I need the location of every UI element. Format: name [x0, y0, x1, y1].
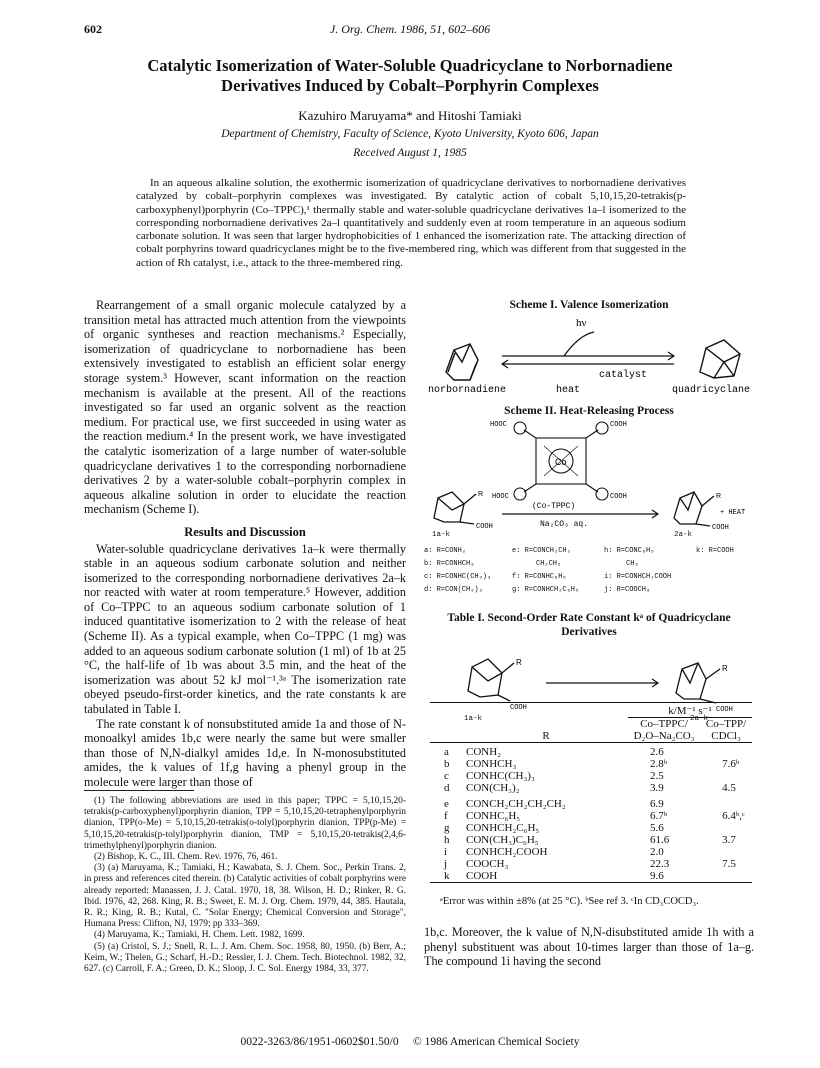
scheme-2-diagram [424, 418, 754, 530]
row-value-co-tppc: 9.6 [628, 870, 700, 883]
hv-label: hν [576, 317, 587, 329]
row-id: k [430, 870, 464, 883]
row-value-co-tppc: 2.6 [650, 746, 664, 758]
row-value-co-tppc: 22.3 [650, 858, 670, 870]
row-value-co-tppc: 2.5 [650, 770, 664, 782]
row-substituent: CONHCH₂C₆H₅ [466, 822, 540, 834]
article-code: 0022-3263/86/1951-0602$01.50/0 [240, 1036, 399, 1048]
footnotes [84, 796, 406, 975]
journal-citation: J. Org. Chem. 1986, 51, 602–606 [329, 22, 491, 36]
substituent-a: a: R=CONH₂ [424, 547, 467, 555]
substituent-h-methyl: CH₃ [626, 560, 639, 568]
row-value-co-tpp [700, 794, 752, 810]
row-value-co-tppc: 6.7ᵇ [650, 810, 668, 822]
intro-paragraph: Rearrangement of a small organic molecule catalyzed by a transition metal has attracted much attention from the viewpoints of organic syntheses and reaction mechanisms.² Especially, isomerization of quadricyclane to norbornadiene has been extensively investigated to establish an efficient solar energy storage system.³ However, scant information on the reaction mechanism is available at the present. All of the reactions investigated so far used an organic solvent as the reaction medium. For practical use, we first succeeded in using water as the reaction medium.⁴ In the present work, we have investigated the catalytic isomerization of a large number of water-soluble quadricyclane derivatives 1 to the corresponding norbornadiene derivatives 2 by a water-soluble cobalt–porphyrin complex in aqueous alkaline solution in order to elucidate the reaction mechanism (Scheme I). [84, 298, 406, 517]
row-substituent: CON(CH₃)₂ [466, 782, 520, 794]
substituent-b: b: R=CONHCH₃ [424, 560, 475, 568]
row-id: a [444, 746, 449, 758]
reactant-r-label: R [478, 491, 484, 498]
row-id: i [444, 846, 448, 858]
row-value-co-tpp [700, 822, 752, 834]
row-substituent: CONHC₆H₅ [466, 810, 521, 822]
row-value-co-tppc: 2.0 [650, 846, 664, 858]
substituent-h: h: R=CONC₆H₅ [604, 547, 655, 555]
page-number: 602 [84, 22, 102, 36]
substituent-f: f: R=CONHC₆H₅ [512, 573, 567, 581]
substituent-c: c: R=CONHC(CH₃)₃ [424, 573, 492, 581]
metal-label: Co [555, 457, 567, 467]
table-row [430, 858, 752, 870]
page-footer [0, 1036, 820, 1048]
table-row [430, 846, 752, 858]
col2-header-line1: Co–TPP/ [705, 718, 747, 730]
heat-label: heat [556, 385, 581, 396]
scheme-1-caption: Scheme I. Valence Isomerization [509, 299, 669, 311]
row-id: g [444, 822, 450, 834]
footnote-5: (5) (a) Cristol, S. J.; Snell, R. L. J. Am. Chem. Soc. 1958, 80, 1950. (b) Berr, A.; Keim, W.; Thelen, G.; Scharf, H.-D.; Ressler, I. J. Chem. Tech. Biotechnol. 1982, 32, 627. (c) Carroll, F. A.; Green, D. K.; Sloop, J. C. Sol. Energy 1984, 33, 377. [84, 941, 406, 975]
quadricyclane-label: quadricyclane [672, 385, 751, 396]
row-value-co-tpp [700, 870, 752, 883]
row-value-co-tppc: 6.9 [650, 798, 664, 810]
row-id: d [444, 782, 450, 794]
row-value-co-tpp: 3.7 [722, 834, 736, 846]
row-value-co-tppc: 2.8ᵇ [650, 758, 668, 770]
row-value-co-tppc: 3.9 [650, 782, 664, 794]
hooc-top-left: HOOC [490, 421, 507, 429]
row-value-co-tpp [700, 846, 752, 858]
reaction-conditions: Na₂CO₃ aq. [540, 520, 589, 529]
footnote-3: (3) (a) Maruyama, K.; Tamiaki, H.; Kawabata, S. J. Chem. Soc., Perkin Trans. 2, in press and references cited therein. (b) Catalytic activities of cobalt porphyrins were already reported: Manassen, J. J. Catal. 1970, 18, 38. Wilson, H. D.; Rinker, R. G. Ibid. 1976, 42, 268. King, R. B.; Sweet, E. M. J. Org. Chem. 1979, 44, 385. Hautala, R. R.; King, R. B.; Kutal, C. "Solar Energy; Chemical Conversion and Storage", Humana Press: Clifton, NJ, 1979; pp 333–369. [84, 863, 406, 930]
results-paragraph-1: Water-soluble quadricyclane derivatives 1a–k were thermally stable in an aqueous sodium carbonate solution and neither isomerized to the corresponding norbornadiene derivatives 2a–k nor reacted with water at room temperature.⁵ However, addition of Co–TPPC to an aqueous sodium carbonate solution of 1 induced quantitative isomerization to 2 with the release of heat (Scheme II). As a typical example, when Co–TPPC (1 mg) was added to an aqueous sodium carbonate solution (1 ml) of 1b at 25 °C, the half-life of 1b was about 3.5 min, and the heat of the isomerization was about 52 kJ mol⁻¹.³ᵃ The isomerization rate obeyed pseudo-first-order kinetics, and the rate constants k are tabulated in Table I. [84, 541, 406, 717]
author-list: Kazuhiro Maruyama* and Hitoshi Tamiaki [298, 108, 522, 123]
abstract [136, 177, 686, 270]
quadricyclane-reactant [434, 492, 476, 524]
table-footnote: ᵃError was within ±8% (at 25 °C). ᵇSee ref 3. ᶜIn CD₃COCD₃. [440, 896, 699, 907]
cooh-top-right: COOH [610, 421, 627, 429]
row-substituent: CONCH₂CH₂CH₂CH₂ [466, 798, 566, 810]
col1-header-line1: Co–TPPC/ [640, 718, 688, 730]
row-substituent: CONHCH₃ [466, 758, 517, 770]
row-id: h [444, 834, 450, 846]
table-product-cooh: COOH [716, 706, 733, 714]
substituent-e: e: R=CONCH₂CH₂ [512, 547, 571, 555]
scheme-1-diagram [424, 312, 754, 402]
row-substituent: CONHC(CH₃)₃ [466, 770, 535, 782]
table-reaction-arrow [546, 679, 658, 687]
copyright: © 1986 American Chemical Society [412, 1036, 580, 1048]
row-value-co-tpp: 7.6ᵇ [722, 758, 740, 770]
substituent-g: g: R=CONHCH₂C₆H₅ [512, 586, 580, 594]
right-column [424, 298, 754, 723]
table-row [430, 810, 752, 822]
table-row [430, 834, 752, 846]
row-id: j [444, 858, 448, 870]
rate-constant-table [430, 702, 752, 883]
footnote-1: (1) The following abbreviations are used in this paper; TPPC = 5,10,15,20-tetrakis(p-carboxyphenyl)porphyrin dianion, TPP = 5,10,15,20-tetraphenylporphyrin dianion, TPP(o-Me) = 5,10,15,20-tetrakis(o-tolyl)porphyrin dianion, TPP(p-Me) = 5,10,15,20-tetrakis(p-tolyl)porphyrin dianion, TMP = 5,10,15,20-tetrakis(2,4,6-trimethylphenyl)porphyrin dianion. [84, 796, 406, 851]
left-column [84, 298, 406, 790]
col1-header-line2: D₂O–Na₂CO₃ [628, 730, 700, 743]
abstract-text: In an aqueous alkaline solution, the exothermic isomerization of quadricyclane derivatives to norbornadiene derivatives catalyzed by cobalt–porphyrin complexes was investigated. By catalytic action of cobalt 5,10,15,20-tetrakis(p-carboxyphenyl)porphyrin (Co–TPPC),¹ thermally stable and water-soluble quadricyclane derivatives 1a–l isomerized to the corresponding norbornadiene derivatives 2a–l quantitatively and suddenly even at room temperature in an aqueous sodium carbonate solution. It was seen that larger hydrophobicities of 1 enhanced the isomerization rate. The attacking direction of cobalt porphyrins toward quadricyclanes might be to the five-membered ring, which was different from that suggested in the action of Rh catalyst, i.e., attack to the three-membered ring. [136, 177, 686, 269]
table-1-caption: Table I. Second-Order Rate Constant kᵃ of Quadricyclane Derivatives [447, 612, 731, 638]
col-r-header: R [464, 730, 628, 743]
reactant-label: 1a-k [432, 531, 451, 539]
row-substituent: COOH [464, 870, 628, 883]
table-row [430, 743, 752, 759]
table-row [430, 770, 752, 782]
substituent-list [424, 545, 754, 597]
cooh-bottom-right: COOH [610, 493, 627, 501]
row-value-co-tpp: 7.5 [722, 858, 736, 870]
table-quadricyclane-structure [468, 659, 514, 701]
table-row [430, 822, 752, 834]
scheme-2-caption: Scheme II. Heat-Releasing Process [504, 405, 674, 417]
table-row [430, 794, 752, 810]
section-heading: Results and Discussion [184, 524, 306, 539]
row-value-co-tppc: 61.6 [650, 834, 670, 846]
col2-header-line2: CDCl₃ [700, 730, 752, 743]
row-value-co-tpp: 4.5 [722, 782, 736, 794]
row-substituent: CON(CH₃)C₆H₅ [466, 834, 539, 846]
equilibrium-arrows [502, 332, 674, 368]
substituent-d: d: R=CON(CH₃)₂ [424, 586, 483, 594]
reaction-arrow [502, 510, 658, 518]
article-title: Catalytic Isomerization of Water-Soluble Quadricyclane to Norbornadiene Derivatives Induced by Cobalt–Porphyrin Complexes [147, 56, 673, 95]
row-value-co-tpp [700, 770, 752, 782]
table-product-r: R [722, 664, 728, 673]
norbornadiene-structure [446, 344, 478, 380]
row-id: e [444, 798, 449, 810]
row-value-co-tpp: 6.4ᵇ,ᶜ [722, 810, 745, 822]
table-row [430, 782, 752, 794]
right-column-text: 1b,c. Moreover, the k value of N,N-disubstituted amide 1h with a phenyl substituent was about 10-times larger than those of 1a–g. The compound 1i having the second [424, 925, 754, 969]
results-paragraph-2: The rate constant k of nonsubstituted amide 1a and those of N-monoalkyl amides 1b,c were nearly the same but were smaller than those of N,N-dialkyl amides 1d,e. In N-monosubstituted amides, the k values of 1f,g having a phenyl group in the molecule were larger than those of [84, 716, 406, 789]
norbornadiene-label: norbornadiene [428, 385, 507, 396]
table-header-row-2 [430, 730, 752, 743]
catalyst-label: catalyst [599, 370, 648, 381]
table-header-row-1 [430, 718, 752, 731]
substituent-i: i: R=CONHCH₂COOH [604, 573, 672, 581]
row-value-co-tpp [700, 743, 752, 759]
heat-release-label: + HEAT [720, 509, 746, 517]
table-reactant-r: R [516, 658, 522, 667]
footnote-2: (2) Bishop, K. C., III. Chem. Rev. 1976, 76, 461. [94, 852, 278, 863]
row-substituent: COOCH₃ [466, 858, 509, 870]
product-label: 2a-k [673, 531, 692, 539]
row-id: f [444, 810, 448, 822]
reactant-cooh-label: COOH [476, 523, 493, 530]
norbornadiene-product [674, 492, 714, 526]
row-id: c [444, 770, 449, 782]
table-reactant-label: 1a-k [464, 715, 483, 723]
substituent-k: k: R=COOH [696, 547, 734, 555]
row-substituent: CONH₂ [466, 746, 502, 758]
received-date: Received August 1, 1985 [353, 147, 467, 159]
product-cooh-label: COOH [712, 524, 729, 530]
quadricyclane-structure [700, 340, 740, 378]
footnote-rule [84, 790, 194, 791]
table-unit-row [430, 703, 752, 718]
table-row [430, 870, 752, 883]
substituent-e-ring: CH₂CH₂ [536, 560, 562, 568]
scheme-2-compound-labels [432, 531, 732, 539]
affiliation: Department of Chemistry, Faculty of Science, Kyoto University, Kyoto 606, Japan [221, 128, 599, 140]
table-row [430, 758, 752, 770]
product-r-label: R [716, 493, 722, 500]
catalyst-name: (Co-TPPC) [532, 502, 576, 511]
unit-header: k/M⁻¹ s⁻¹ [628, 703, 752, 718]
table-product-label: 2a-k [689, 715, 708, 723]
row-value-co-tppc: 5.6 [650, 822, 664, 834]
table-norbornadiene-structure [676, 663, 720, 703]
substituent-j: j: R=COOCH₃ [604, 586, 651, 594]
footnote-4: (4) Maruyama, K.; Tamiaki, H. Chem. Lett. 1982, 1699. [94, 930, 305, 941]
table-reactant-cooh: COOH [510, 704, 527, 712]
hooc-bottom-left: HOOC [492, 493, 509, 501]
row-id: b [444, 758, 450, 770]
row-substituent: CONHCH₂COOH [466, 846, 548, 858]
